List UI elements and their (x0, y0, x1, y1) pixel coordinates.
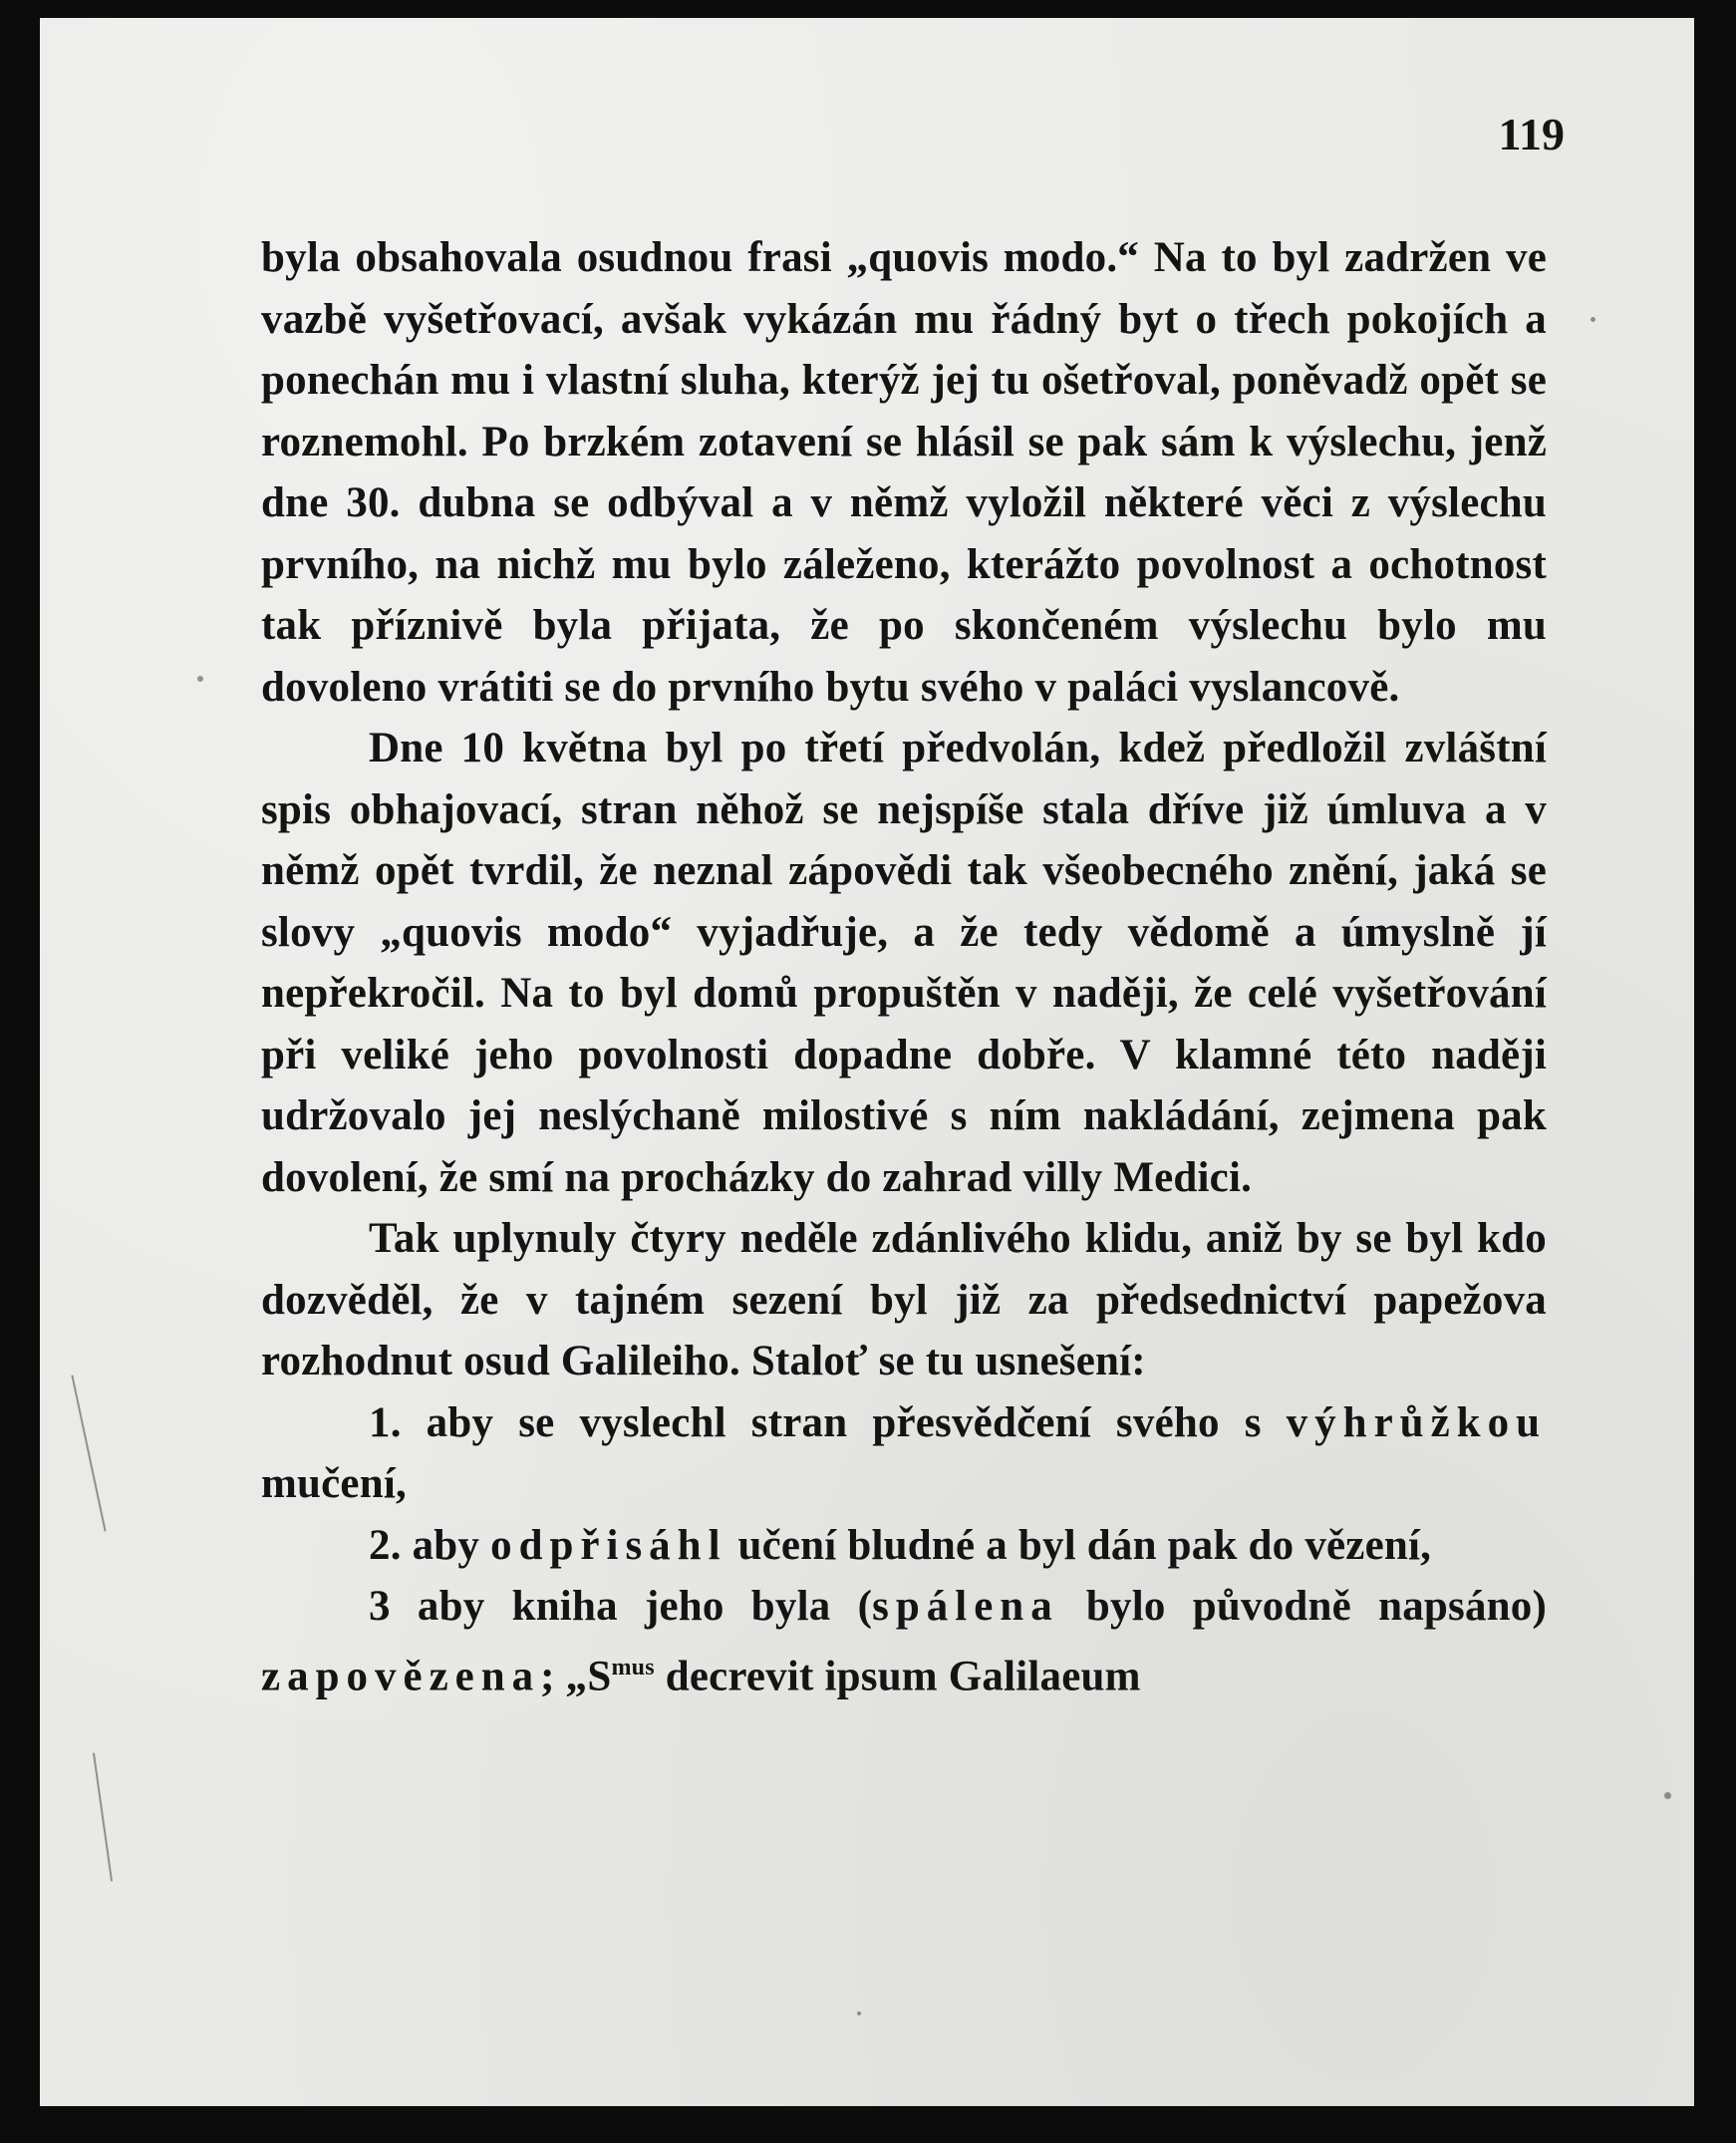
spaced-emphasis: spálena (872, 1583, 1059, 1630)
item-text: bylo původně napsáno) (1058, 1583, 1547, 1630)
superscript: mus (611, 1654, 655, 1681)
paragraph: Tak uplynuly čtyry neděle zdánlivého klidu, aniž by se byl kdo dozvěděl, že v tajném sezení byl již za předsednictví papežova rozhodnut osud Galileiho. Staloť se tu usnešení: (261, 1215, 1547, 1384)
resolution-item-1 (261, 1392, 1547, 1515)
scan-speck (1591, 317, 1595, 322)
page-sheet (40, 18, 1694, 2106)
paragraph: byla obsahovala osudnou frasi „quovis modo.“ Na to byl zadržen ve vazbě vyšetřovací, avšak vykázán mu řádný byt o třech pokojích a ponechán mu i vlastní sluha, kterýž jej tu ošetřoval, poněvadž opět se roznemohl. Po brzkém zotavení se hlásil se pak sám k výslechu, jenž dne 30. dubna se odbýval a v němž vyložil některé věci z výslechu prvního, na nichž mu bylo záleženo, kterážto povolnost a ochotnost tak příznivě byla přijata, že po skončeném výslechu bylo mu dovoleno vrátiti se do prvního bytu svého v paláci vyslancově. (261, 234, 1547, 711)
scan-speck (1664, 1792, 1671, 1799)
item-text: 1. aby se vyslechl stran přesvědčení svého s (369, 1398, 1287, 1446)
body-text (261, 227, 1547, 1706)
spaced-emphasis: odpřisáhl (490, 1521, 727, 1569)
item-text: ; „S (540, 1652, 612, 1699)
scan-artifact-line (93, 1752, 113, 1881)
spaced-emphasis: zapovězena (261, 1652, 541, 1699)
scan-speck (197, 676, 203, 682)
item-text: mučení, (261, 1460, 407, 1507)
item-text: učení bludné a byl dán pak do vězení, (726, 1521, 1432, 1569)
scan-speck (857, 2011, 861, 2015)
item-text: 3 aby kniha jeho byla ( (369, 1583, 873, 1630)
item-text: 2. aby (369, 1521, 491, 1569)
item-text: decrevit ipsum Galilaeum (654, 1652, 1141, 1699)
paragraph: Dne 10 května byl po třetí předvolán, kdež předložil zvláštní spis obhajovací, stran něhož se nejspíše stala dříve již úmluva a v němž opět tvrdil, že neznal zápovědi tak všeobecného znění, jaká se slovy „quovis modo“ vyjadřuje, a že tedy vědomě a úmyslně jí nepřekročil. Na to byl domů propuštěn v naději, že celé vyšetřování při veliké jeho povolnosti dopadne dobře. V klamné této naději udržovalo jej neslýchaně milostivé s ním nakládání, zejmena pak dovolení, že smí na procházky do zahrad villy Medici. (261, 725, 1547, 1201)
page-number: 119 (1498, 109, 1565, 159)
scan-artifact-line (71, 1376, 106, 1532)
spaced-emphasis: výhrůžkou (1286, 1398, 1547, 1446)
resolution-item-2 (261, 1515, 1547, 1577)
resolution-item-3 (261, 1576, 1547, 1706)
